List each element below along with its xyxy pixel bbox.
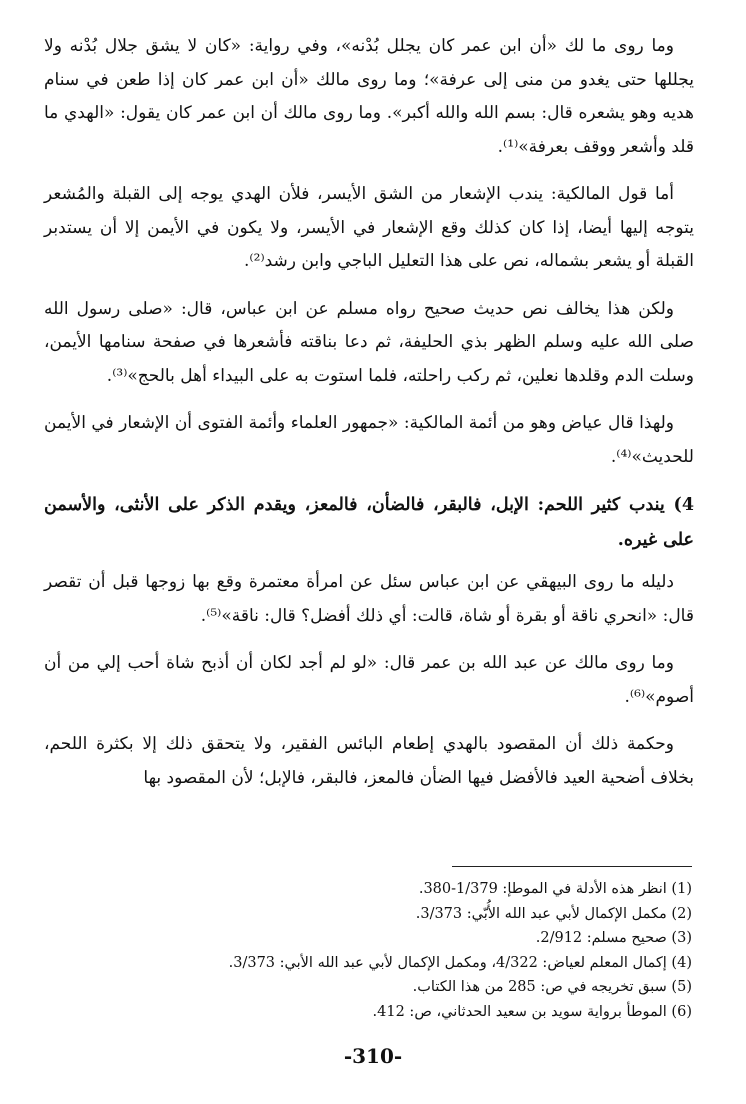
paragraph-malik-ibn-umar: وما روى مالك عن عبد الله بن عمر قال: «لو لم أجد لكان أن أذبح شاة أحب إلي من أن أصوم»⁽⁶⁾.: [44, 653, 694, 707]
footnote-divider: [452, 866, 692, 867]
footnotes: [140, 866, 692, 1024]
paragraph-iyad-quote: ولهذا قال عياض وهو من أئمة المالكية: «جمهور العلماء وأئمة الفتوى أن الإشعار في الأيمن للحديث»⁽⁴⁾.: [44, 413, 694, 467]
footnote-1: (1) انظر هذه الأدلة في الموطإ: 1/379-380.: [418, 881, 692, 897]
paragraph-bayhaqi: دليله ما روى البيهقي عن ابن عباس سئل عن امرأة معتمرة وقع بها زوجها قبل أن تقصر قال: «انحري ناقة أو بقرة أو شاة، قالت: أي ذلك أفضل؟ قال: ناقة»⁽⁵⁾.: [44, 572, 694, 626]
page-body: [44, 30, 694, 809]
paragraph-wisdom: وحكمة ذلك أن المقصود بالهدي إطعام البائس الفقير، ولا يتحقق ذلك إلا بكثرة اللحم، بخلاف أضحية العيد فالأفضل فيها الضأن فالمعز، فالبقر، فالإبل؛ لأن المقصود بها: [44, 734, 694, 788]
footnote-2: (2) مكمل الإكمال لأبي عبد الله الأُبّي: 3/373.: [415, 905, 692, 922]
paragraph-narrations: وما روى ما لك «أن ابن عمر كان يجلل بُدْنه»، وفي رواية: «كان لا يشق جلال بُدْنه ولا يجللها حتى يغدو من منى إلى عرفة»؛ وما روى مالك «أن ابن عمر كان إذا طعن في سنام هديه وهو يشعره قال: بسم الله والله أكبر». وما روى مالك أن ابن عمر كان يقول: «الهدي ما قلد وأشعر ووقف بعرفة»⁽¹⁾.: [44, 36, 694, 157]
page-number: -310-: [343, 1044, 403, 1068]
footnote-5: (5) سبق تخريجه في ص: 285 من هذا الكتاب.: [412, 979, 692, 995]
paragraph-muslim-hadith: ولكن هذا يخالف نص حديث صحيح رواه مسلم عن ابن عباس، قال: «صلى رسول الله صلى الله عليه وسلم الظهر بذي الحليفة، ثم دعا بناقته فأشعرها في صفحة سنامها الأيمن، وسلت الدم وقلدها نعلين، ثم ركب راحلته، فلما استوت به على البيداء أهل بالحج»⁽³⁾.: [44, 298, 694, 386]
footnote-6: (6) الموطأ برواية سويد بن سعيد الحدثاني، ص: 412.: [372, 1003, 692, 1020]
footnote-3: (3) صحيح مسلم: 2/912.: [535, 930, 692, 946]
footnote-4: (4) إكمال المعلم لعياض: 4/322، ومكمل الإكمال لأبي عبد الله الأبي: 3/373.: [228, 954, 692, 971]
paragraph-maliki-view: أما قول المالكية: يندب الإشعار من الشق الأيسر، فلأن الهدي يوجه إلى القبلة والمُشعر يتوجه إليها أيضا، إذا كان كذلك وقع الإشعار في الأيسر، ولا يكون في الأيمن إلا أن يستدبر القبلة أو يشعر بشماله، نص على هذا التعليل الباجي وابن رشد⁽²⁾.: [44, 184, 694, 271]
section-heading: 4) يندب كثير اللحم: الإبل، فالبقر، فالضأن، فالمعز، ويقدم الذكر على الأنثى، والأسمن على غيره.: [44, 495, 694, 550]
